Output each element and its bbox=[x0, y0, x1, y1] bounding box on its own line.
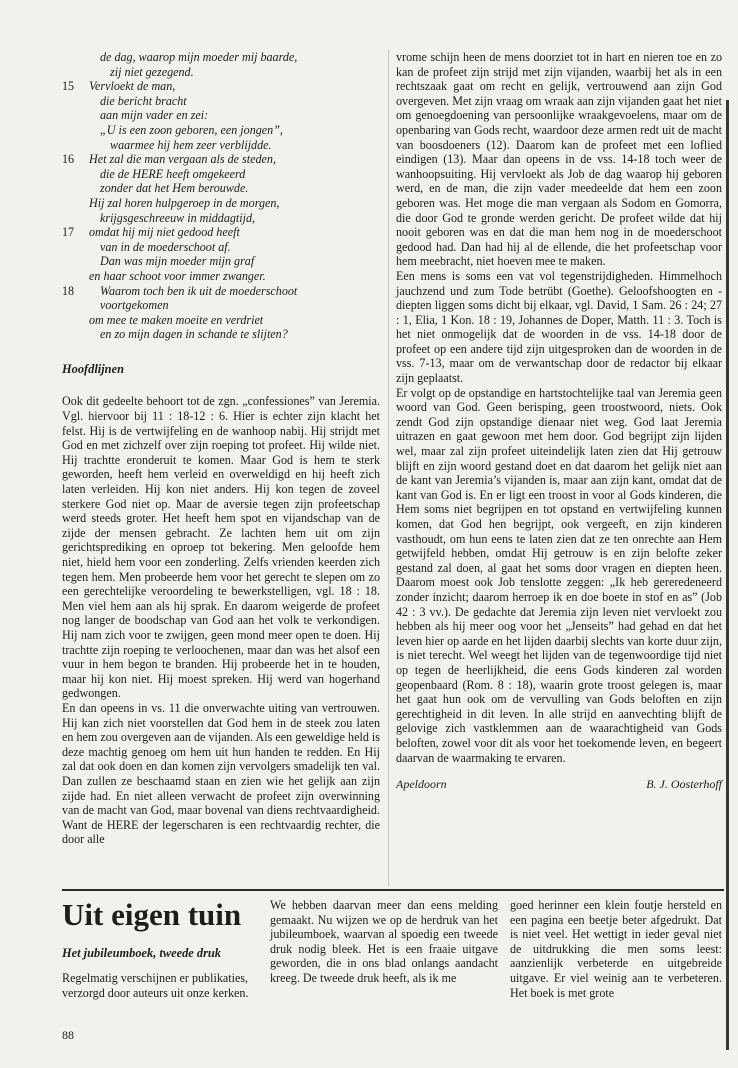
verse-line bbox=[62, 225, 380, 240]
right-body-text bbox=[396, 50, 722, 765]
article-column-2: We hebben daarvan meer dan eens melding gemaakt. Nu wijzen we op de herdruk van het jubileumboek, waarvan al spoedig een tweede druk nodig bleek. Het is een fraaie uitgave geworden, die in ons blad onlangs aandacht kreeg. De tweede druk heeft, als ik me bbox=[270, 898, 498, 985]
verse-text: Het zal die man vergaan als de steden, bbox=[89, 152, 276, 167]
verse-line bbox=[62, 138, 380, 153]
paragraph: Ook dit gedeelte behoort tot de zgn. „confessiones” van Jeremia. Vgl. hiervoor bij 11 : 18-12 : 6. Hier is echter zijn klacht het felst. Hij is de vertwijfeling en de wanhoop nabij. Hij strijdt met God en met zichzelf over zijn roeping tot profeet. Hij wilde niet. Hij trachtte eronderuit te komen. Maar God is hem te sterk geworden, heeft hem verleid en overweldigd en hij heeft zich laten verleiden. Hij kon niet anders. Hij kon tegen de zoveel sterkere God niet op. Maar de aversie tegen zijn profeetschap werd steeds groter. Het heeft hem spot en vijandschap van de zijde der mensen gebracht. Ze lachten hem uit om zijn gerichtsprediking en oproep tot bekering. Men geloofde hem niet, hield hem voor een zonderling. Zelfs vrienden keerden zich tegen hem. Men probeerde hem voor het gerecht te slepen om zo een gerechtelijke veroordeling te bewerkstelligen, vgl. 18 : 18. Men viel hem aan als hij sprak. En daarom weigerde de profeet nog langer de boodschap van God aan het volk te verkondigen. Hij nam zich voor te zwijgen, geen mond meer open te doen. Hij trachtte zijn roeping te verloochenen, maar dan was het alsof een vuur in hem begon te branden. Hij probeerde het in te houden, maar hij kon niet. Hij moest spreken. Hij werd van hogerhand gedwongen. bbox=[62, 394, 380, 701]
verse-line bbox=[62, 240, 380, 255]
verse-text: zij niet gezegend. bbox=[110, 64, 194, 79]
verse-line bbox=[62, 313, 380, 328]
verse-line bbox=[62, 196, 380, 211]
verse-number: 15 bbox=[62, 79, 75, 94]
verse-line bbox=[62, 152, 380, 167]
verse-text: en zo mijn dagen in schande te slijten? bbox=[100, 327, 288, 342]
verse-text: Dan was mijn moeder mijn graf bbox=[100, 254, 255, 269]
verse-line bbox=[62, 284, 380, 299]
article-title: Uit eigen tuin bbox=[62, 897, 242, 932]
verse-number: 16 bbox=[62, 152, 75, 167]
paragraph: Er volgt op de opstandige en hartstochtelijke taal van Jeremia geen woord van God. Geen berisping, geen troostwoord, niets. Ook zendt God zijn opstandige dienaar niet weg. God laat Jeremia uitrazen en gaat gewoon met hem door. God begrijpt zijn lijden wel, maar zal zijn profeet uiteindelijk laten zien dat Hij getrouw blijft en zijn woord gestand doet en dat daarom het gelijk niet aan de kant van Jeremia’s vijanden is, maar aan zijn kant, omdat dat de kant van God is. En er ligt een troost in voor al Gods kinderen, die Hem soms niet begrijpen en tot opstand en vertwijfeling kunnen komen, dat God hen begrijpt, ook vergeeft, en zijn kinderen vasthoudt, om hun eens te laten zien dat ze ten onrechte aan Hem getwijfeld hebben, omdat Hij getrouw is en zijn belofte zeker gestand zal doen, al gaat het soms door vragen en diepten heen. Daarom moest ook Job tenslotte zeggen: „Ik heb gereredeneerd zonder inzicht; daarom herroep ik en doe boete in stof en as” (Job 42 : 3 vv.). De gedachte dat Jeremia zijn leven niet vervloekt zou hebben als hij meer oog voor het „Jenseits” had gehad en dat het leven hier op aarde en het lijden daarbij slechts van korte duur zijn, is niet terecht. Wel weegt het lijden van de tegenwoordige tijd niet op tegen de heerlijkheid, die eens Gods kinderen zal worden geopenbaard (Rom. 8 : 18), waarin grote troost gelegen is, maar het gaat hun ook om de vervulling van Gods beloften en zijn gerechtigheid in dit leven. In alle strijd en aanvechting blijft de gelovige zich vastklemmen aan de waarachtigheid van Gods beloften, zowel voor dit als voor het toekomende leven, en begeert daarvan de waarmaking te ervaren. bbox=[396, 385, 722, 765]
verse-line bbox=[62, 269, 380, 284]
verse-text: de dag, waarop mijn moeder mij baarde, bbox=[100, 50, 298, 64]
verse-text: zonder dat het Hem berouwde. bbox=[100, 181, 249, 196]
verse-text: die de HERE heeft omgekeerd bbox=[100, 166, 246, 181]
verse-line bbox=[62, 94, 380, 109]
page-edge-bar bbox=[726, 100, 729, 1050]
article-column-3: goed herinner een klein foutje hersteld en een pagina een beetje beter afgedrukt. Dat is niet veel. Het wettigt in ieder geval niet de uitdrukking die men soms leest: aanzienlijk verbeterde en uitgebreide uitgave. Er viel weinig aan te verbeteren. Het boek is met grote bbox=[510, 898, 722, 1000]
verse-text: krijgsgeschreeuw in middagtijd, bbox=[100, 210, 256, 225]
verse-text: om mee te maken moeite en verdriet bbox=[89, 312, 264, 327]
verse-text: waarmee hij hem zeer verblijdde. bbox=[110, 137, 272, 152]
verse-line bbox=[62, 254, 380, 269]
verse-text: aan mijn vader en zei: bbox=[100, 108, 209, 123]
verse-text: voortgekomen bbox=[100, 298, 169, 313]
paragraph: Een mens is soms een vat vol tegenstrijdigheden. Himmelhoch jauchzend und zum Tode betrübt (Goethe). Geloofshoogten en -diepten liggen soms dicht bij elkaar, vgl. David, 1 Sam. 26 : 24; 27 : 1, Elia, 1 Kon. 18 : 19, Johannes de Doper, Matth. 11 : 3. Toch is het niet onmogelijk dat de woorden in de vss. 14-18 door de profeet op een andere tijd zijn uitgesproken dan de woorden in de vss. 7-13, maar om de verwantschap door de redactor bij elkaar zijn geplaatst. bbox=[396, 268, 722, 386]
article-intro: Regelmatig verschijnen er publikaties, verzorgd door auteurs uit onze kerken. bbox=[62, 971, 249, 1000]
verse-text: omdat hij mij niet gedood heeft bbox=[89, 225, 240, 240]
verse-line bbox=[62, 181, 380, 196]
verse-text: „U is een zoon geboren, een jongen”, bbox=[100, 122, 283, 137]
bible-verse-block bbox=[62, 50, 380, 342]
verse-number: 18 bbox=[62, 283, 75, 298]
verse-line bbox=[62, 108, 380, 123]
verse-text: van in de moederschoot af. bbox=[100, 239, 231, 254]
paragraph: vrome schijn heen de mens doorziet tot in hart en nieren toe en zo kan de profeet zijn strijd met zijn vijanden, waarbij het als in een rechtszaak gaat om recht en gelijk, vertrouwend aan zijn God overgeven. Met zijn vraag om wraak aan zijn vijanden gaat het niet om genoegdoening van persoonlijke wraakgevoelens, maar om de openbaring van Gods recht, waardoor deze armen redt uit de macht van boosdoeners (12). Daarom kan de profeet met een loflied eindigen (13). Maar dan opeens in de vss. 14-18 toch weer de wanhoopsuiting. Hij vervloekt als Job de dag waarop hij geboren werd, en de man, die zijn vader meedeelde dat hem een zoon geboren was. Het moge die man vergaan als Sodom en Gomorra, die door God te gronde werden gericht. De profeet wilde dat hij nooit geboren was en dat die man hem nog in de moederschoot gedood had. Dan had hij al de ellende, die het profeetschap voor hem meebracht, niet hoeven mee te maken. bbox=[396, 50, 722, 269]
column-divider bbox=[388, 50, 389, 886]
page-number: 88 bbox=[62, 1028, 74, 1042]
verse-number: 17 bbox=[62, 225, 75, 240]
verse-text: Hij zal horen hulpgeroep in de morgen, bbox=[89, 195, 280, 210]
verse-line bbox=[62, 298, 380, 313]
left-column bbox=[62, 50, 380, 847]
right-column bbox=[396, 50, 722, 792]
section-heading: Hoofdlijnen bbox=[62, 361, 124, 376]
signature-place: Apeldoorn bbox=[396, 777, 447, 792]
signature-line bbox=[396, 777, 722, 792]
verse-line bbox=[62, 50, 380, 65]
verse-text: Waarom toch ben ik uit de moederschoot bbox=[100, 283, 298, 298]
verse-line bbox=[62, 79, 380, 94]
verse-line bbox=[62, 123, 380, 138]
verse-line bbox=[62, 211, 380, 226]
verse-line bbox=[62, 167, 380, 182]
paragraph: En dan opeens in vs. 11 die onverwachte uiting van vertrouwen. Hij kan zich niet voorstellen dat God hem in de steek zou laten en hem zou overgeven aan de vijanden. Als een geweldige held is deze machtig genoeg om hem uit hun handen te redden. En Hij zal dat ook doen en dan komen zijn vervolgers smadelijk ten val. Dan zullen ze beschaamd staan en zien wie het gelijk aan zijn zijde had. En niet alleen verwacht de profeet zijn overwinning van de macht van God, maar bovenal van diens rechtvaardigheid. Want de HERE der legerscharen is een rechtvaardig rechter, die door alle bbox=[62, 700, 380, 847]
verse-text: en haar schoot voor immer zwanger. bbox=[89, 268, 266, 283]
verse-line bbox=[62, 65, 380, 80]
signature-author: B. J. Oosterhoff bbox=[646, 777, 722, 792]
section-rule bbox=[62, 889, 724, 891]
verse-line bbox=[62, 327, 380, 342]
verse-text: Vervloekt de man, bbox=[89, 79, 176, 94]
left-body-text bbox=[62, 394, 380, 846]
verse-text: die bericht bracht bbox=[100, 93, 187, 108]
article-subtitle: Het jubileumboek, tweede druk bbox=[62, 946, 222, 960]
